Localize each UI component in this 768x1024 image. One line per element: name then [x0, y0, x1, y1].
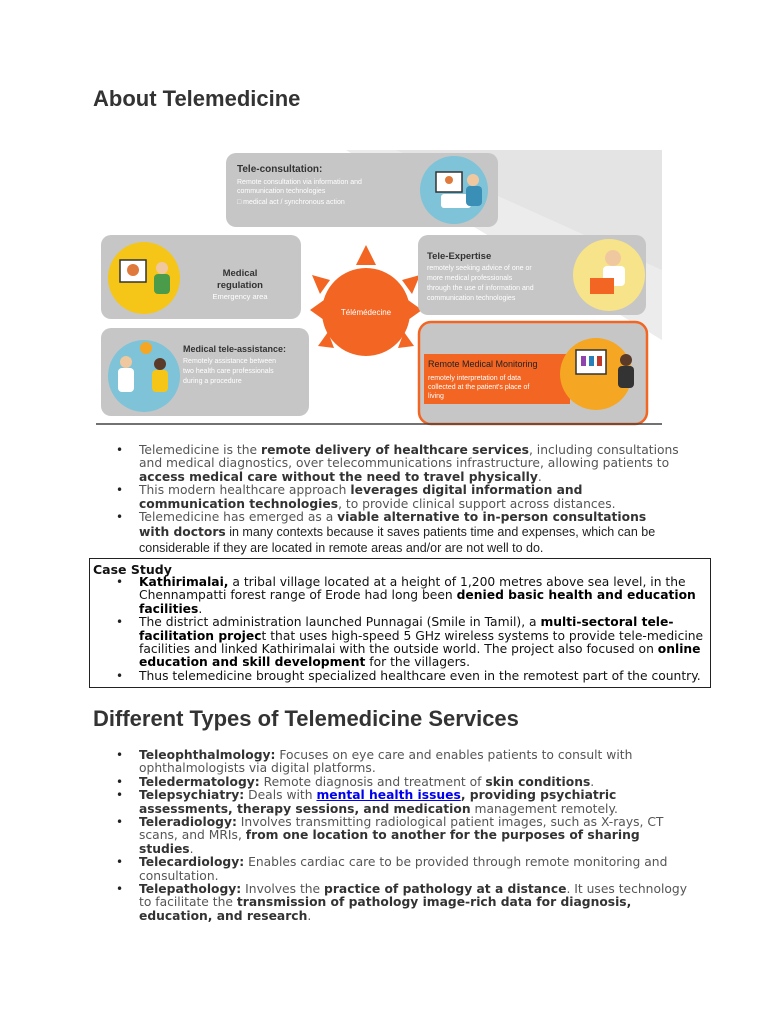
list-item: • Telecardiology: Enables cardiac care to be provided through remote monitoring and consultation.: [139, 856, 689, 883]
svg-text:Télémédecine: Télémédecine: [340, 308, 392, 317]
list-item: • Teledermatology: Remote diagnosis and treatment of skin conditions.: [139, 776, 689, 789]
svg-text:Remotely assistance between: Remotely assistance between: [183, 358, 276, 365]
svg-text:collected at the patient's pla: collected at the patient's place of: [428, 384, 530, 391]
svg-text:Remote consultation via inform: Remote consultation via information and: [237, 179, 362, 186]
tele-assistance-panel: [101, 328, 309, 416]
case-study-title: Case Study: [93, 562, 172, 577]
svg-text:Remote Medical Monitoring: Remote Medical Monitoring: [428, 359, 538, 369]
svg-text:Tele-Expertise: Tele-Expertise: [427, 251, 492, 262]
tele-consultation-panel: [226, 153, 498, 227]
svg-text:living: living: [428, 393, 444, 400]
svg-text:through the use of information: through the use of information and: [427, 285, 534, 292]
list-item: • Kathirimalai, a tribal village located at a height of 1,200 metres above sea level, in the Chennampatti forest range of Erode had long been denied basic health and education facilities.: [139, 576, 704, 616]
list-item: • The district administration launched Punnagai (Smile in Tamil), a multi-sectoral tele-facilitation project that uses high-speed 5 GHz wireless systems to provide tele-medicine facilities and linked Kathirimalai with the outside world. The project also focused on online education and skill development for the villagers.: [139, 616, 704, 670]
list-item: • This modern healthcare approach leverages digital information and communication technologies, to provide clinical support across distances.: [139, 484, 679, 511]
section-title: Different Types of Telemedicine Services: [93, 706, 519, 731]
svg-text:communication technologies: communication technologies: [427, 295, 516, 302]
mental-health-link[interactable]: mental health issues: [316, 788, 461, 803]
list-item: • Telemedicine has emerged as a viable alternative to in-person consultations with doctors in many contexts because it saves patients time and expenses, which can be considerable if they are located in remote areas and/or are not well to do.: [139, 511, 679, 556]
svg-text:during a procedure: during a procedure: [183, 378, 242, 385]
svg-text:Medical tele-assistance:: Medical tele-assistance:: [183, 344, 287, 354]
tele-expertise-panel: [418, 235, 646, 315]
svg-text:remotely interpretation of dat: remotely interpretation of data: [428, 375, 521, 382]
page-title: About Telemedicine: [93, 86, 301, 111]
svg-text:communication technologies: communication technologies: [237, 188, 326, 195]
list-item: • Telemedicine is the remote delivery of healthcare services, including consultations and medical diagnostics, over telecommunications infrastructure, allowing patients to access medical care without the need to travel physically.: [139, 444, 679, 484]
svg-text:Medical: Medical: [222, 268, 258, 279]
telemedicine-infographic: [96, 150, 676, 426]
svg-text:Emergency area: Emergency area: [212, 292, 268, 301]
list-item: • Teleophthalmology: Focuses on eye care and enables patients to consult with ophthalmologists via digital platforms.: [139, 749, 689, 776]
svg-text:Tele-consultation:: Tele-consultation:: [237, 164, 323, 175]
medical-regulation-panel: [101, 235, 301, 319]
list-item: • Telepsychiatry: Deals with mental health issues, providing psychiatric assessments, therapy sessions, and medication management remotely.: [139, 789, 689, 816]
remote-monitoring-panel: [419, 322, 647, 424]
svg-text:two health care professionals: two health care professionals: [183, 368, 274, 375]
list-item: • Teleradiology: Involves transmitting radiological patient images, such as X-rays, CT scans, and MRIs, from one location to another for the purposes of sharing studies.: [139, 816, 689, 856]
svg-text:□ medical act / synchronous ac: □ medical act / synchronous action: [237, 199, 345, 206]
case-study-list: [139, 576, 704, 683]
svg-text:regulation: regulation: [217, 280, 263, 291]
list-item: • Thus telemedicine brought specialized healthcare even in the remotest part of the country.: [139, 670, 704, 683]
about-list: [139, 444, 679, 556]
svg-text:remotely seeking advice of one: remotely seeking advice of one or: [427, 265, 532, 272]
telemedicine-types-list: [139, 749, 689, 923]
list-item: • Telepathology: Involves the practice of pathology at a distance. It uses technology to facilitate the transmission of pathology image-rich data for diagnosis, education, and research.: [139, 883, 689, 923]
case-study-box: [89, 558, 711, 688]
svg-text:more medical professionals: more medical professionals: [427, 275, 513, 282]
